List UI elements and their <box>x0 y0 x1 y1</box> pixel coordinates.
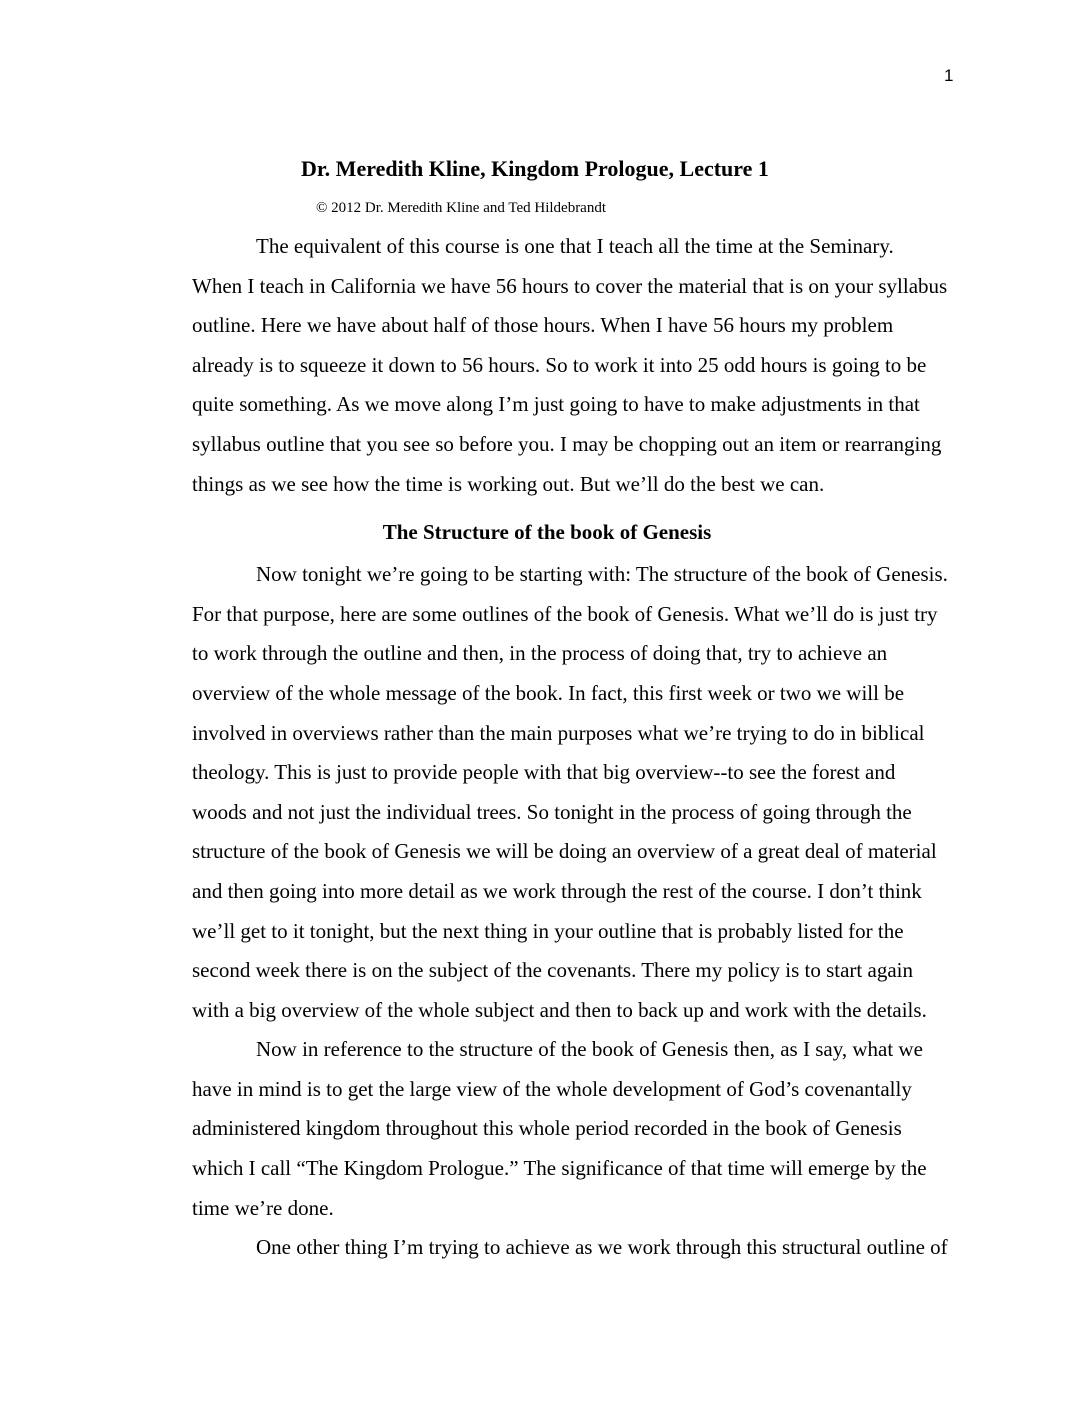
text-line: structure of the book of Genesis we will be doing an overview of a great deal of material <box>192 839 937 864</box>
text-line: overview of the whole message of the book. In fact, this first week or two we will be <box>192 680 905 705</box>
text-line: One other thing I’m trying to achieve as we work through this structural outline of <box>256 1235 948 1260</box>
text-line: things as we see how the time is working out. But we’ll do the best we can. <box>192 471 825 496</box>
document-body <box>128 227 966 1268</box>
text-line: which I call “The Kingdom Prologue.” The significance of that time will emerge by the <box>192 1156 927 1181</box>
text-line: and then going into more detail as we work through the rest of the course. I don’t think <box>192 878 922 903</box>
text-line: involved in overviews rather than the main purposes what we’re trying to do in biblical <box>192 720 925 745</box>
text-line: theology. This is just to provide people with that big overview--to see the forest and <box>192 760 896 785</box>
paragraph-other <box>128 1228 966 1268</box>
copyright-line: © 2012 Dr. Meredith Kline and Ted Hildebrandt <box>316 200 607 216</box>
paragraph-intro <box>128 227 966 504</box>
text-line: syllabus outline that you see so before you. I may be chopping out an item or rearranging <box>192 431 942 456</box>
text-line: already is to squeeze it down to 56 hours. So to work it into 25 odd hours is going to be <box>192 352 927 377</box>
section-heading: The Structure of the book of Genesis <box>382 520 712 545</box>
text-line: with a big overview of the whole subject and then to back up and work with the details. <box>192 997 927 1022</box>
text-line: second week there is on the subject of the covenants. There my policy is to start again <box>192 958 913 983</box>
text-line: we’ll get to it tonight, but the next thing in your outline that is probably listed for the <box>192 918 904 943</box>
text-line: Now in reference to the structure of the book of Genesis then, as I say, what we <box>256 1037 923 1062</box>
paragraph-structure <box>128 555 966 1030</box>
text-line: quite something. As we move along I’m just going to have to make adjustments in that <box>192 392 920 417</box>
text-line: time we’re done. <box>192 1195 334 1220</box>
text-line: Now tonight we’re going to be starting with: The structure of the book of Genesis. <box>256 562 948 587</box>
text-line: have in mind is to get the large view of the whole development of God’s covenantally <box>192 1076 912 1101</box>
text-line: For that purpose, here are some outlines of the book of Genesis. What we’ll do is just try <box>192 601 938 626</box>
paragraph-reference <box>128 1030 966 1228</box>
page-number: 1 <box>944 66 954 85</box>
text-line: to work through the outline and then, in the process of doing that, try to achieve an <box>192 641 888 666</box>
text-line: administered kingdom throughout this whole period recorded in the book of Genesis <box>192 1116 902 1141</box>
text-line: The equivalent of this course is one that I teach all the time at the Seminary. <box>256 234 894 258</box>
document-title: Dr. Meredith Kline, Kingdom Prologue, Lecture 1 <box>301 156 769 181</box>
text-line: outline. Here we have about half of those hours. When I have 56 hours my problem <box>192 313 894 338</box>
text-line: woods and not just the individual trees. So tonight in the process of going through the <box>192 799 912 824</box>
text-line: When I teach in California we have 56 hours to cover the material that is on your syllabus <box>192 273 948 298</box>
